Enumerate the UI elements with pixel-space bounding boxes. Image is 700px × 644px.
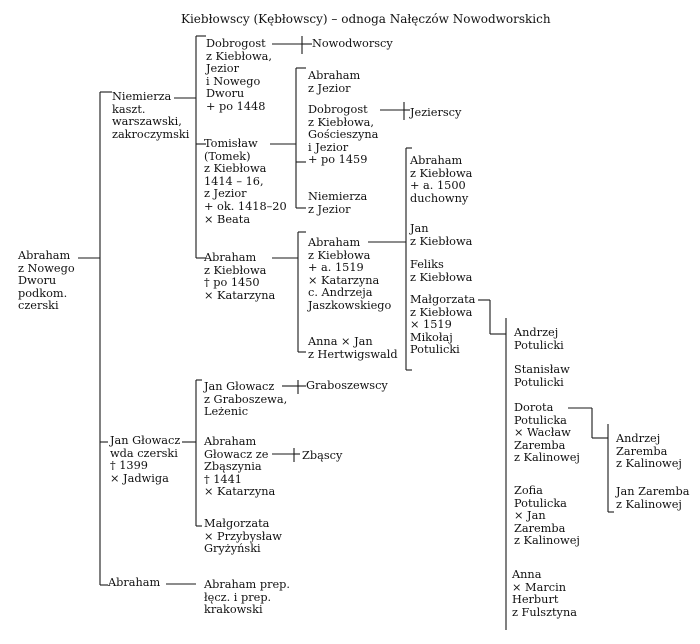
node-line: Jan Głowacz bbox=[110, 434, 181, 447]
node-line: + a. 1500 bbox=[410, 179, 466, 193]
node-line: z Kalinowej bbox=[616, 457, 682, 471]
person-dorota-potulicka bbox=[514, 402, 580, 465]
node-line: × Przybysław bbox=[204, 529, 282, 543]
person-abraham-z-jezior bbox=[308, 70, 360, 95]
node-line: Abraham bbox=[204, 435, 257, 448]
person-niemierza bbox=[112, 91, 189, 141]
node-line: czerski bbox=[18, 299, 59, 313]
node-line: Potulicki bbox=[514, 338, 564, 352]
node-line: † po 1450 bbox=[204, 276, 260, 290]
person-stanislaw-potulicki bbox=[514, 364, 570, 389]
node-line: Dobrogost bbox=[206, 37, 266, 50]
node-line: z Graboszewa, bbox=[204, 392, 288, 406]
node-line: łęcz. i prep. bbox=[204, 590, 272, 604]
node-line: 1414 – 16, bbox=[204, 174, 264, 188]
node-line: Abraham bbox=[108, 576, 161, 589]
node-line: Abraham bbox=[308, 69, 361, 82]
node-line: × Beata bbox=[204, 212, 251, 226]
node-line: Małgorzata bbox=[410, 293, 476, 306]
person-jan-zaremba bbox=[616, 486, 689, 511]
node-line: z Kalinowej bbox=[514, 451, 580, 465]
person-abraham-z-nowego-dworu bbox=[18, 250, 75, 313]
node-line: Dorota bbox=[514, 401, 554, 414]
diagram-title: Kiebłowscy (Kębłowscy) – odnoga Nałęczów Nowodworskich bbox=[181, 12, 551, 26]
node-line: z Kiebłowa bbox=[204, 162, 267, 176]
node-line: Anna × Jan bbox=[308, 335, 373, 348]
node-line: Zofia bbox=[514, 484, 543, 497]
family-jezierscy bbox=[410, 107, 461, 120]
node-line: z Kiebłowa bbox=[410, 270, 473, 284]
person-anna-herburt bbox=[512, 569, 577, 619]
node-line: wda czerski bbox=[110, 446, 178, 460]
node-line: Herburt bbox=[512, 593, 559, 607]
node-line: Abraham bbox=[308, 236, 361, 249]
node-line: z Kiebłowa, bbox=[308, 115, 374, 129]
person-zofia-potulicka bbox=[514, 485, 580, 548]
person-dobrogost-1448 bbox=[206, 38, 272, 114]
node-line: † 1399 bbox=[110, 459, 148, 473]
node-line: Potulicki bbox=[514, 375, 564, 389]
node-line: kaszt. bbox=[112, 102, 146, 116]
node-line: z Nowego bbox=[18, 261, 75, 275]
node-line: × Jadwiga bbox=[110, 471, 169, 485]
person-abraham-1450 bbox=[204, 252, 275, 302]
node-line: Dworu bbox=[18, 274, 57, 288]
node-line: Leżenic bbox=[204, 405, 249, 419]
person-tomislaw bbox=[204, 138, 287, 226]
node-line: c. Andrzeja bbox=[308, 286, 373, 300]
node-line: + a. 1519 bbox=[308, 261, 364, 275]
person-feliks bbox=[410, 259, 472, 284]
node-line: Zaremba bbox=[514, 438, 566, 452]
node-line: z Fulsztyna bbox=[512, 605, 577, 619]
person-malgorzata-1519 bbox=[410, 294, 475, 357]
node-line: z Kiebłowa bbox=[308, 248, 371, 262]
person-abraham-prep bbox=[204, 579, 290, 617]
node-line: Jan Głowacz bbox=[204, 380, 275, 393]
node-line: × Wacław bbox=[514, 426, 571, 440]
node-line: Potulicki bbox=[410, 343, 460, 357]
node-line: Dworu bbox=[206, 87, 245, 101]
person-abraham-1500 bbox=[410, 155, 472, 205]
person-abraham-glowacz bbox=[204, 436, 275, 499]
family-zbascy bbox=[302, 450, 342, 463]
node-line: Potulicka bbox=[514, 413, 567, 427]
node-line: Abraham bbox=[18, 249, 71, 262]
person-anna-jan bbox=[308, 336, 398, 361]
node-line: Jaszkowskiego bbox=[308, 298, 392, 312]
node-line: + po 1459 bbox=[308, 153, 368, 167]
node-line: Andrzej bbox=[514, 326, 559, 339]
node-line: Mikołaj bbox=[410, 330, 453, 344]
node-line: Gościeszyna bbox=[308, 128, 379, 142]
person-abraham-gen2 bbox=[108, 577, 160, 590]
node-line: Małgorzata bbox=[204, 517, 270, 530]
node-line: Nowodworscy bbox=[312, 37, 393, 50]
node-line: Głowacz ze bbox=[204, 447, 269, 461]
node-line: × Katarzyna bbox=[204, 288, 276, 302]
node-line: + po 1448 bbox=[206, 99, 266, 113]
node-line: z Kiebłowa bbox=[410, 166, 473, 180]
node-line: z Hertwigswald bbox=[308, 347, 398, 361]
node-line: z Kiebłowa bbox=[410, 234, 473, 248]
node-line: krakowski bbox=[204, 603, 263, 617]
person-jan-glowacz bbox=[110, 435, 180, 485]
node-line: Abraham prep. bbox=[204, 578, 290, 591]
node-line: † 1441 bbox=[204, 472, 242, 486]
node-line: z Jezior bbox=[308, 81, 351, 95]
node-line: z Kiebłowa bbox=[204, 263, 267, 277]
person-andrzej-zaremba bbox=[616, 433, 682, 471]
node-line: Jezior bbox=[206, 62, 239, 76]
node-line: Zaremba bbox=[514, 521, 566, 535]
family-nowodworscy bbox=[312, 38, 393, 51]
node-line: Anna bbox=[512, 568, 542, 581]
person-dobrogost-1459 bbox=[308, 104, 378, 167]
person-niemierza-z-jezior bbox=[308, 191, 367, 216]
person-abraham-1519 bbox=[308, 237, 391, 313]
node-line: Zaremba bbox=[616, 444, 668, 458]
node-line: Abraham bbox=[204, 251, 257, 264]
node-line: Potulicka bbox=[514, 496, 567, 510]
node-line: z Kalinowej bbox=[514, 534, 580, 548]
node-line: Feliks bbox=[410, 258, 444, 271]
node-line: × Jan bbox=[514, 509, 546, 523]
node-line: zakroczymski bbox=[112, 127, 190, 141]
node-line: Niemierza bbox=[308, 190, 368, 203]
node-line: × Marcin bbox=[512, 580, 566, 594]
node-line: (Tomek) bbox=[204, 149, 251, 163]
node-line: z Kalinowej bbox=[616, 497, 682, 511]
person-jan-z-kieblowa bbox=[410, 223, 472, 248]
node-line: Stanisław bbox=[514, 363, 570, 376]
family-graboszewscy bbox=[306, 380, 388, 393]
node-line: podkom. bbox=[18, 286, 68, 300]
person-malgorzata-gryzynski bbox=[204, 518, 282, 556]
person-andrzej-potulicki bbox=[514, 327, 564, 352]
node-line: Andrzej bbox=[616, 432, 661, 445]
node-line: i Nowego bbox=[206, 74, 261, 88]
node-line: Abraham bbox=[410, 154, 463, 167]
node-line: Jezierscy bbox=[410, 106, 462, 119]
node-line: Gryżyński bbox=[204, 542, 261, 556]
node-line: Graboszewscy bbox=[306, 379, 388, 392]
node-line: duchowny bbox=[410, 191, 469, 205]
node-line: Dobrogost bbox=[308, 103, 368, 116]
node-line: z Jezior bbox=[308, 202, 351, 216]
node-line: z Jezior bbox=[204, 187, 247, 201]
node-line: × Katarzyna bbox=[204, 485, 276, 499]
node-line: i Jezior bbox=[308, 140, 349, 154]
node-line: + ok. 1418–20 bbox=[204, 199, 287, 213]
node-line: × Katarzyna bbox=[308, 273, 380, 287]
node-line: Niemierza bbox=[112, 90, 172, 103]
node-line: warszawski, bbox=[112, 115, 182, 129]
node-line: Zbąscy bbox=[302, 449, 343, 462]
node-line: × 1519 bbox=[410, 318, 452, 332]
node-line: Zbąszynia bbox=[204, 460, 262, 474]
node-line: z Kiebłowa bbox=[410, 305, 473, 319]
person-jan-glowacz-z-graboszewa bbox=[204, 381, 287, 419]
node-line: Jan Zaremba bbox=[616, 485, 690, 498]
node-line: Jan bbox=[410, 222, 429, 235]
node-line: Tomisław bbox=[204, 137, 258, 150]
node-line: z Kiebłowa, bbox=[206, 49, 272, 63]
